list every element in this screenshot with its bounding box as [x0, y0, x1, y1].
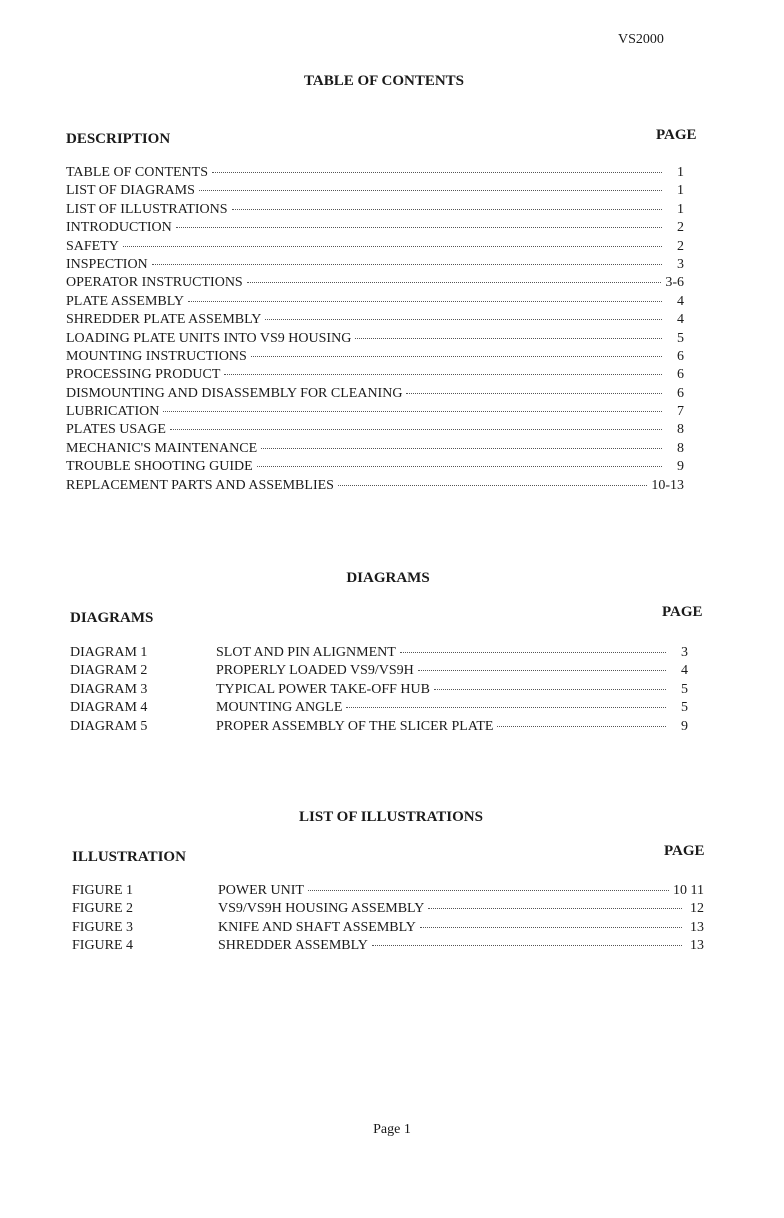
leader-dots: [497, 716, 666, 727]
illustrations-page-header: PAGE: [664, 843, 705, 859]
leader-dots: [247, 272, 662, 283]
toc-description-header: DESCRIPTION: [66, 131, 171, 147]
leader-dots: [420, 917, 682, 928]
illustration-code: FIGURE 2: [72, 901, 134, 917]
document-id: VS2000: [618, 32, 664, 47]
diagram-entry: [70, 719, 688, 737]
toc-list: [66, 165, 684, 496]
toc-entry-page: 1: [677, 165, 684, 180]
diagram-label: PROPER ASSEMBLY OF THE SLICER PLATE: [216, 718, 494, 734]
leader-dots: [418, 660, 666, 671]
toc-entry-label: OPERATOR INSTRUCTIONS: [66, 275, 243, 291]
illustration-page: 10 11: [673, 883, 704, 898]
illustration-label: KNIFE AND SHAFT ASSEMBLY: [218, 919, 416, 935]
toc-entry-page: 8: [677, 440, 684, 456]
toc-entry-label: REPLACEMENT PARTS AND ASSEMBLIES: [66, 477, 334, 493]
toc-entry-label: PLATES USAGE: [66, 422, 166, 438]
illustration-page: 13: [690, 919, 704, 935]
leader-dots: [199, 180, 662, 191]
toc-entry-page: 4: [677, 312, 684, 328]
leader-dots: [261, 438, 662, 449]
illustrations-list: [72, 883, 704, 957]
leader-dots: [265, 309, 662, 320]
illustration-entry: [72, 938, 704, 956]
toc-entry-page: 2: [677, 238, 684, 254]
leader-dots: [406, 383, 662, 394]
toc-entry-label: MECHANIC'S MAINTENANCE: [66, 440, 258, 456]
diagram-label: TYPICAL POWER TAKE-OFF HUB: [216, 681, 430, 697]
leader-dots: [188, 291, 662, 302]
diagram-label: SLOT AND PIN ALIGNMENT: [216, 645, 396, 660]
diagram-code: DIAGRAM 3: [70, 681, 148, 697]
toc-entry-label: INTRODUCTION: [66, 220, 172, 236]
diagram-code: DIAGRAM 2: [70, 663, 148, 679]
leader-dots: [212, 162, 662, 173]
toc-title: TABLE OF CONTENTS: [303, 73, 465, 89]
toc-entry-page: 4: [677, 293, 684, 309]
leader-dots: [308, 880, 669, 891]
page-number: Page 1: [373, 1122, 411, 1137]
illustration-code: FIGURE 1: [72, 883, 134, 898]
leader-dots: [152, 254, 662, 265]
leader-dots: [428, 898, 682, 909]
toc-entry-page: 2: [677, 220, 684, 236]
toc-entry-page: 5: [677, 330, 684, 346]
leader-dots: [251, 346, 662, 357]
illustration-code: FIGURE 4: [72, 938, 134, 954]
toc-entry-page: 6: [677, 348, 684, 364]
toc-entry-page: 6: [677, 385, 684, 401]
toc-entry-page: 9: [677, 459, 684, 475]
diagram-page: 5: [681, 681, 688, 697]
illustration-code: FIGURE 3: [72, 919, 134, 935]
toc-entry-label: LIST OF DIAGRAMS: [66, 183, 195, 199]
diagram-label: PROPERLY LOADED VS9/VS9H: [216, 663, 414, 679]
toc-page-header: PAGE: [656, 127, 697, 143]
illustrations-title: LIST OF ILLUSTRATIONS: [299, 809, 483, 825]
illustration-page: 12: [690, 901, 704, 917]
toc-entry-page: 8: [677, 422, 684, 438]
diagram-page: 5: [681, 700, 688, 716]
diagram-page: 9: [681, 718, 688, 734]
toc-entry-label: TABLE OF CONTENTS: [66, 165, 208, 180]
toc-entry-label: LIST OF ILLUSTRATIONS: [66, 201, 228, 217]
leader-dots: [232, 199, 662, 210]
leader-dots: [224, 364, 662, 375]
leader-dots: [400, 642, 666, 653]
leader-dots: [355, 328, 662, 339]
diagram-code: DIAGRAM 1: [70, 645, 148, 660]
toc-entry: [66, 478, 684, 496]
toc-entry-page: 1: [677, 201, 684, 217]
diagram-label: MOUNTING ANGLE: [216, 700, 343, 716]
toc-entry-page: 6: [677, 367, 684, 383]
diagram-code: DIAGRAM 5: [70, 718, 148, 734]
toc-entry-label: MOUNTING INSTRUCTIONS: [66, 348, 247, 364]
toc-entry-label: LOADING PLATE UNITS INTO VS9 HOUSING: [66, 330, 352, 346]
toc-entry-page: 3: [677, 256, 684, 272]
leader-dots: [163, 401, 662, 412]
toc-entry-page: 3-6: [665, 275, 684, 291]
leader-dots: [170, 419, 662, 430]
illustration-label: VS9/VS9H HOUSING ASSEMBLY: [218, 901, 425, 917]
leader-dots: [372, 935, 682, 946]
toc-entry-label: SAFETY: [66, 238, 119, 254]
diagrams-label-header: DIAGRAMS: [70, 610, 154, 626]
toc-entry-page: 1: [677, 183, 684, 199]
toc-entry-label: PROCESSING PRODUCT: [66, 367, 221, 383]
leader-dots: [346, 697, 666, 708]
leader-dots: [257, 456, 662, 467]
toc-entry-label: DISMOUNTING AND DISASSEMBLY FOR CLEANING: [66, 385, 403, 401]
toc-entry-page: 7: [677, 404, 684, 420]
diagram-page: 3: [681, 645, 688, 660]
leader-dots: [338, 475, 647, 486]
illustration-label: SHREDDER ASSEMBLY: [218, 938, 368, 954]
diagram-page: 4: [681, 663, 688, 679]
leader-dots: [176, 217, 662, 228]
illustration-label: POWER UNIT: [218, 883, 304, 898]
diagrams-title: DIAGRAMS: [346, 570, 430, 586]
toc-entry-page: 10-13: [651, 477, 684, 493]
toc-entry-label: SHREDDER PLATE ASSEMBLY: [66, 312, 262, 328]
toc-entry-label: INSPECTION: [66, 256, 148, 272]
illustrations-label-header: ILLUSTRATION: [72, 849, 186, 865]
diagram-code: DIAGRAM 4: [70, 700, 148, 716]
leader-dots: [434, 679, 666, 690]
diagrams-list: [70, 645, 688, 737]
leader-dots: [123, 236, 662, 247]
illustration-page: 13: [690, 938, 704, 954]
toc-entry-label: TROUBLE SHOOTING GUIDE: [66, 459, 253, 475]
toc-entry-label: PLATE ASSEMBLY: [66, 293, 185, 309]
diagrams-page-header: PAGE: [662, 604, 703, 620]
toc-entry-label: LUBRICATION: [66, 404, 160, 420]
